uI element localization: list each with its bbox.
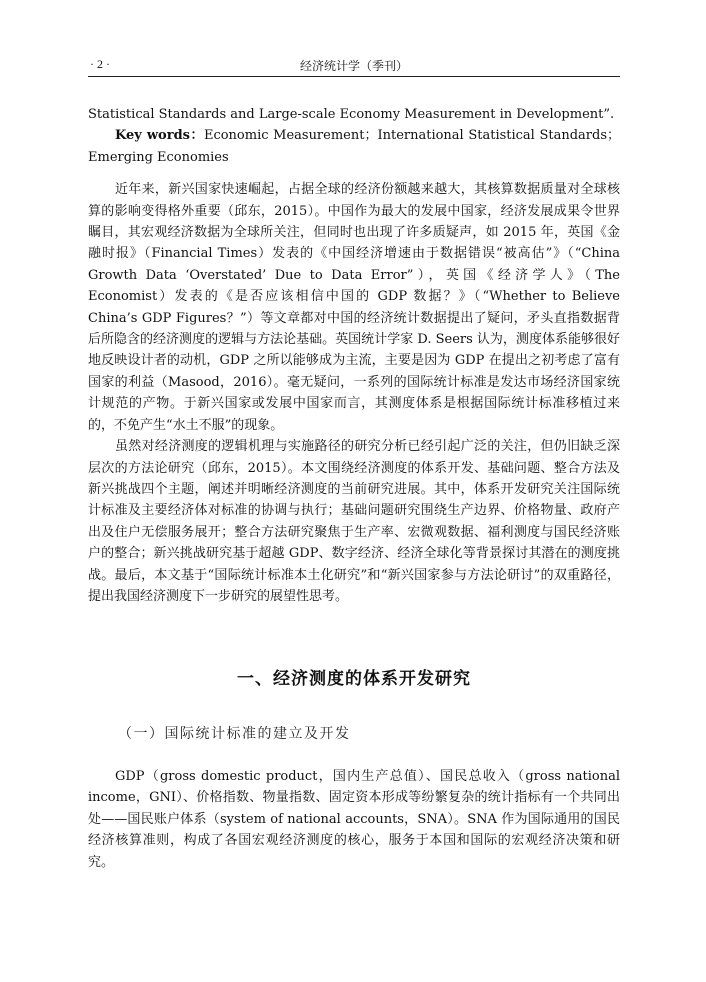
paragraph-intro-2: 虽然对经济测度的逻辑机理与实施路径的研究分析已经引起广泛的关注，但仍旧缺乏深层次的方法论研究（邱东，2015）。本文围绕经济测度的体系开发、基础问题、整合方法及新兴挑战四个主题，阐述并明晰经济测度的当前研究进展。其中，体系开发研究关注国际统计标准及主要经济体对标准的协调与执行；基础问题研究围绕生产边界、价格物量、政府产出及住户无偿服务展开；整合方法研究聚焦于生产率、宏微观数据、福利测度与国民经济账户的整合；新兴挑战研究基于超越 GDP、数字经济、经济全球化等背景探讨其潜在的测度挑战。最后，本文基于“国际统计标准本土化研究”和“新兴国家参与方法论研讨”的双重路径，提出我国经济测度下一步研究的展望性思考。 — [88, 439, 620, 604]
page-number: · 2 · — [90, 57, 110, 71]
journal-title: 经济统计学（季刊） — [299, 59, 408, 73]
keywords — [88, 125, 620, 168]
abstract-tail: Statistical Standards and Large-scale Economy Measurement in Development”. — [88, 107, 615, 122]
paragraph-intro-1: 近年来，新兴国家快速崛起，占据全球的经济份额越来越大，其核算数据质量对全球核算的影响变得格外重要（邱东，2015）。中国作为最大的发展中国家，经济发展成果令世界瞩目，其宏观经济数据为全球所关注，但同时也出现了许多质疑声，如 2015 年，英国《金融时报》（Financial Times）发表的《中国经济增速由于数据错误“被高估”》（“China Growth Data ‘Overstated’ Due to Data Error”），英国《经济学人》（The Economist）发表的《是否应该相信中国的 GDP 数据？》（“Whether to Believe China’s GDP Figures？”）等文章都对中国的经济统计数据提出了疑问，矛头直指数据背后所隐含的经济测度的逻辑与方法论基础。英国统计学家 D. Seers 认为，测度体系能够很好地反映设计者的动机，GDP 之所以能够成为主流，主要是因为 GDP 在提出之初考虑了富有国家的利益（Masood，2016）。毫无疑问，一系列的国际统计标准是发达市场经济国家统计规范的产物。于新兴国家或发展中国家而言，其测度体系是根据国际统计标准移植过来的，不免产生“水土不服”的现象。 — [88, 182, 620, 433]
keywords-text: Economic Measurement；International Statistical Standards；Emerging Economies — [88, 128, 620, 165]
section-heading: 一、经济测度的体系开发研究 — [237, 669, 471, 689]
paragraph-sna: GDP（gross domestic product，国内生产总值）、国民总收入（gross national income，GNI）、价格指数、物量指数、固定资本形成等纷繁复杂的统计指标有一个共同出处——国民账户体系（system of national accounts，SNA）。SNA 作为国际通用的国民经济核算准则，构成了各国宏观经济测度的核心，服务于本国和国际的宏观经济决策和研究。 — [88, 769, 620, 870]
keywords-label: Key words： — [115, 128, 204, 144]
running-header — [88, 54, 620, 77]
body-text — [88, 104, 620, 607]
subsection-heading: （一）国际统计标准的建立及开发 — [118, 726, 351, 742]
section-body — [88, 766, 620, 873]
